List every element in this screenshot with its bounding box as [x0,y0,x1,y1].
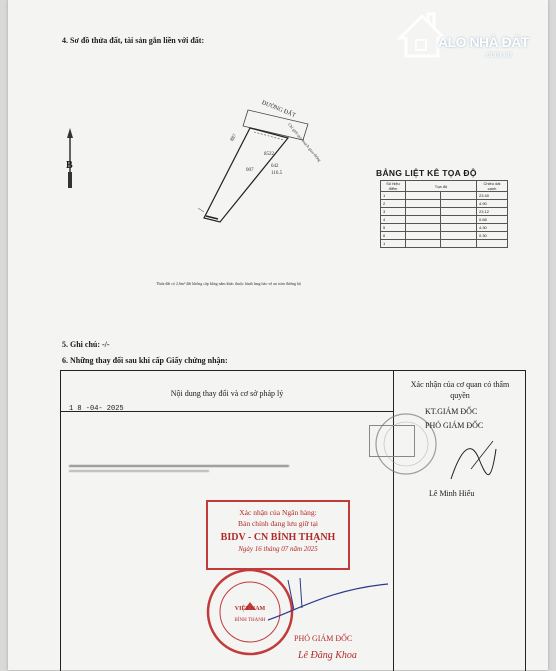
bank-signer-title: PHÓ GIÁM ĐỐC [294,634,353,643]
sheet-number: 642 [271,164,279,169]
watermark-logo [392,6,542,62]
coord-table-title: BẢNG LIỆT KÊ TỌA ĐỘ [376,168,477,178]
coord-table [380,180,508,248]
bank-seal-center: VIỆT NAM [234,606,266,612]
section-5-title: 5. Ghi chú: -/- [62,340,110,349]
col1-header: Nội dung thay đổi và cơ sở pháp lý [170,389,284,398]
north-label: B [66,160,73,171]
table-row: 6 0.30 [381,232,508,240]
section-4-title: 4. Sơ đồ thửa đất, tài sản gắn liền với đất: [62,36,205,45]
authority-title: KT.GIÁM ĐỐC [425,407,478,416]
road-note: Chỉ giới quy hoạch giao thông [287,122,323,163]
map-footnote: Thửa đất có 2,6m² đất không cấp bằng nằm khác thuộc hành lang bảo vệ an toàn đường bộ [156,281,302,286]
signature-icon [441,429,501,489]
table-row: 2 4.90 [381,200,508,208]
bank-stamp-line1: Xác nhận của Ngân hàng: [239,508,317,517]
authority-signer: Lê Minh Hiếu [429,489,475,498]
table-row: 4 0.68 [381,216,508,224]
table-row: 1 23.40 [381,192,508,200]
authority-seal-icon [371,409,441,479]
coord-header-xy: Tọa độ [406,181,477,192]
col2-header: Xác nhận của cơ quan có thẩm quyền [410,380,510,400]
table-row: 3 23.12 [381,208,508,216]
redacted-text [69,470,209,472]
road-label: ĐƯỜNG ĐẤT [260,100,297,119]
bank-stamp-line2: Bản chính đang lưu giữ tại [238,519,318,528]
watermark-brand: ALO NHÀ ĐẤT [438,34,529,50]
redacted-text [69,465,289,467]
authority-subtitle: PHÓ GIÁM ĐỐC [425,421,484,430]
table-row: 1 [381,240,508,248]
certificate-page [8,0,548,670]
table-row: 5 4.30 [381,224,508,232]
area-label: 116.5 [271,171,283,176]
coord-header-length: Chiều dài cạnh [477,181,508,192]
coord-header-point: Số hiệu điểm [381,181,406,192]
parcel-number: 8522 [264,152,274,157]
bank-date: Ngày 16 tháng 07 năm 2025 [238,545,318,553]
bank-name: BIDV - CN BÌNH THẠNH [220,532,336,543]
parcel-map [58,80,388,300]
watermark-domain: .com.vn [484,50,513,59]
bank-signature-icon [258,560,398,630]
bank-seal-branch: BÌNH THẠNH [234,618,266,623]
parcel-code: 007 [246,168,254,173]
section-6-title: 6. Những thay đổi sau khi cấp Giấy chứng nhận: [62,356,228,365]
bank-signer: Lê Đăng Khoa [298,650,357,661]
neighbor-label: 887 [230,133,239,143]
change-date: 1 8 -04- 2025 [69,405,124,413]
